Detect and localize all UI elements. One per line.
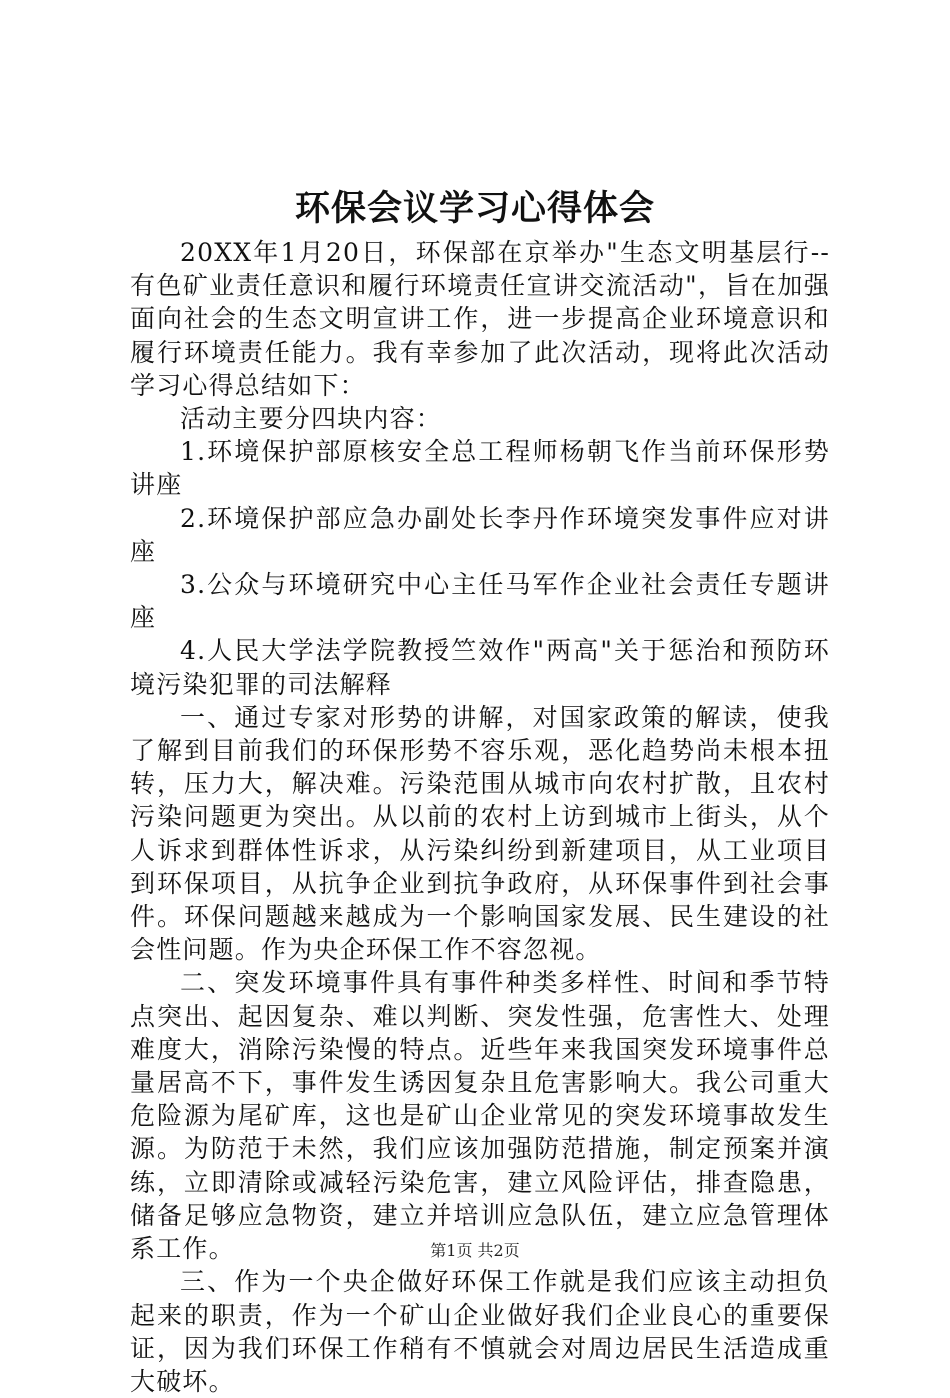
paragraph-content-summary: 活动主要分四块内容：: [180, 404, 443, 434]
document-body: [130, 236, 830, 1398]
paragraph-section-2: 二、突发环境事件具有事件种类多样性、时间和季节特点突出、起因复杂、难以判断、突发性强，危害性大、处理难度大，消除污染慢的特点。近些年来我国突发环境事件总量居高不下，事件发生诱因复杂且危害影响大。我公司重大危险源为尾矿库，这也是矿山企业常见的突发环境事故发生源。为防范于未然，我们应该加强防范措施，制定预案并演练，立即清除或减轻污染危害，建立风险评估，排查隐患，储备足够应急物资，建立并培训应急队伍，建立应急管理体系工作。: [130, 968, 830, 1264]
list-item-lecture-4: 4.人民大学法学院教授竺效作"两高"关于惩治和预防环境污染犯罪的司法解释: [130, 636, 830, 699]
paragraph-section-1: 一、通过专家对形势的讲解，对国家政策的解读，使我了解到目前我们的环保形势不容乐观，恶化趋势尚未根本扭转，压力大，解决难。污染范围从城市向农村扩散，且农村污染问题更为突出。从以前的农村上访到城市上街头，从个人诉求到群体性诉求，从污染纠纷到新建项目，从工业项目到环保项目，从抗争企业到抗争政府，从环保事件到社会事件。环保问题越来越成为一个影响国家发展、民生建设的社会性问题。作为央企环保工作不容忽视。: [130, 702, 830, 965]
list-item-lecture-2: 2.环境保护部应急办副处长李丹作环境突发事件应对讲座: [130, 503, 830, 566]
page-title: 环保会议学习心得体会: [294, 188, 655, 229]
page-number-footer: 第1页 共2页: [430, 1241, 520, 1260]
paragraph-intro: 20XX年1月20日，环保部在京举办"生态文明基层行--有色矿业责任意识和履行环境责任宣讲交流活动"，旨在加强面向社会的生态文明宣讲工作，进一步提高企业环境意识和履行环境责任能力。我有幸参加了此次活动，现将此次活动学习心得总结如下：: [130, 238, 830, 400]
list-item-lecture-1: 1.环境保护部原核安全总工程师杨朝飞作当前环保形势讲座: [130, 437, 830, 500]
paragraph-section-3: 三、作为一个央企做好环保工作就是我们应该主动担负起来的职责，作为一个矿山企业做好我们企业良心的重要保证，因为我们环保工作稍有不慎就会对周边居民生活造成重大破坏。: [130, 1267, 830, 1396]
list-item-lecture-3: 3.公众与环境研究中心主任马军作企业社会责任专题讲座: [130, 570, 830, 633]
